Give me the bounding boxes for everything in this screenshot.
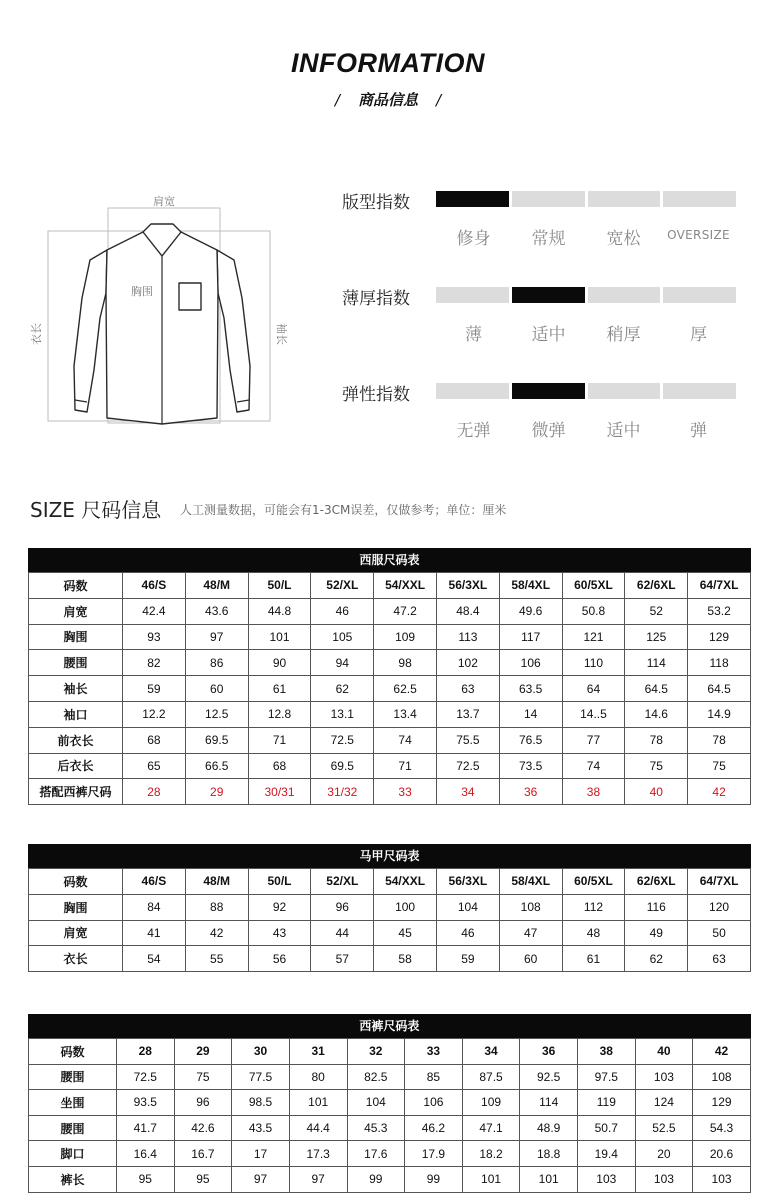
fit-index-segment [663,191,736,207]
row-label: 衣长 [29,946,123,972]
table-row [29,753,751,779]
fit-index-segment [436,191,509,207]
table-cell: 12.8 [248,701,311,727]
table-cell: 74 [374,727,437,753]
table-cell: 59 [123,676,186,702]
size-header-cell: 33 [405,1039,463,1065]
table-cell: 17.9 [405,1141,463,1167]
size-note: 人工测量数据，可能会有1-3CM误差，仅做参考；单位：厘米 [180,503,507,517]
table-cell: 13.4 [374,701,437,727]
table-cell: 61 [248,676,311,702]
table-cell: 75 [688,753,751,779]
table-cell: 29 [185,779,248,805]
table-cell: 53.2 [688,598,751,624]
table-cell: 63 [436,676,499,702]
table-cell: 71 [248,727,311,753]
elasticity-index-label: 弹性指数 [342,385,410,405]
table-cell: 48.9 [520,1115,578,1141]
table-header-row [29,1039,751,1065]
table-cell: 93.5 [117,1090,175,1116]
table-cell: 64 [562,676,625,702]
table-cell: 42.6 [174,1115,232,1141]
fit-option: 常规 [531,229,566,249]
table-cell: 19.4 [578,1141,636,1167]
elasticity-index-bar [436,383,736,399]
table-cell: 61 [562,946,625,972]
table-cell: 82.5 [347,1064,405,1090]
table-cell: 45 [374,920,437,946]
table-cell: 62 [625,946,688,972]
fit-option: OVERSIZE [667,228,730,242]
table-cell: 99 [347,1166,405,1192]
trousers-size-table [28,1014,751,1193]
table-cell: 95 [174,1166,232,1192]
table-cell: 86 [185,650,248,676]
table-cell: 43.5 [232,1115,290,1141]
table-cell: 114 [625,650,688,676]
table-cell: 104 [436,894,499,920]
page-title: INFORMATION [291,48,485,78]
table-cell: 48.4 [436,598,499,624]
table-cell: 104 [347,1090,405,1116]
table-cell: 50.8 [562,598,625,624]
table-cell: 97 [185,624,248,650]
row-label: 袖长 [29,676,123,702]
fit-index-bar [436,191,736,207]
thickness-option: 薄 [465,325,482,345]
table-cell: 58 [374,946,437,972]
thickness-index-segment [663,287,736,303]
size-header-cell: 38 [578,1039,636,1065]
table-cell: 90 [248,650,311,676]
size-header-cell: 54/XXL [374,573,437,599]
table-cell: 47.2 [374,598,437,624]
table-cell: 49.6 [499,598,562,624]
size-header-cell: 64/7XL [688,869,751,895]
table-header-row [29,573,751,599]
table-cell: 101 [289,1090,347,1116]
table-cell: 17 [232,1141,290,1167]
table-cell: 38 [562,779,625,805]
table-cell: 98.5 [232,1090,290,1116]
table-cell: 13.1 [311,701,374,727]
elasticity-index-segment [588,383,661,399]
row-label: 胸围 [29,894,123,920]
table-cell: 119 [578,1090,636,1116]
table-cell: 44 [311,920,374,946]
table-cell: 75 [625,753,688,779]
table-cell: 64.5 [625,676,688,702]
table-cell: 46 [436,920,499,946]
table-row [29,676,751,702]
table-cell: 40 [625,779,688,805]
table-row [29,1141,751,1167]
table-cell: 106 [499,650,562,676]
row-label: 后衣长 [29,753,123,779]
table-cell: 78 [688,727,751,753]
size-header-cell: 32 [347,1039,405,1065]
table-cell: 71 [374,753,437,779]
table-cell: 99 [405,1166,463,1192]
table-cell: 44.4 [289,1115,347,1141]
size-header-cell: 48/M [185,573,248,599]
subtitle-slash-left: / [334,91,340,109]
table-row [29,598,751,624]
right-sleeve [217,250,250,412]
elasticity-option: 无弹 [456,421,491,441]
shirt-diagram [28,188,296,438]
thickness-index-segment [588,287,661,303]
thickness-index-bar [436,287,736,303]
table-cell: 116 [625,894,688,920]
size-header-cell: 48/M [185,869,248,895]
table-cell: 125 [625,624,688,650]
table-cell: 45.3 [347,1115,405,1141]
table-cell: 85 [405,1064,463,1090]
table-cell: 108 [499,894,562,920]
table-cell: 68 [123,727,186,753]
table-cell: 14.9 [688,701,751,727]
table-cell: 54 [123,946,186,972]
table-row [29,920,751,946]
table-row [29,894,751,920]
table-cell: 17.6 [347,1141,405,1167]
size-header-cell: 29 [174,1039,232,1065]
table-cell: 28 [123,779,186,805]
table-row [29,779,751,805]
table-cell: 96 [311,894,374,920]
table-cell: 74 [562,753,625,779]
left-sleeve [74,250,107,412]
table-cell: 121 [562,624,625,650]
thickness-option: 适中 [531,325,566,345]
table-header-row [29,869,751,895]
fit-index-segment [588,191,661,207]
length-label: 衣长 [30,323,43,345]
table-cell: 42 [185,920,248,946]
thickness-option: 稍厚 [606,325,641,345]
size-header-cell: 62/6XL [625,573,688,599]
size-header-cell: 50/L [248,869,311,895]
table-cell: 13.7 [436,701,499,727]
size-header-cell: 58/4XL [499,869,562,895]
table-cell: 101 [462,1166,520,1192]
table-title: 西裤尺码表 [28,1014,751,1038]
table-cell: 93 [123,624,186,650]
shoulder-label: 肩宽 [153,195,175,208]
table-cell: 103 [693,1166,751,1192]
size-header-cell: 62/6XL [625,869,688,895]
table-cell: 17.3 [289,1141,347,1167]
table-cell: 69.5 [185,727,248,753]
table-cell: 114 [520,1090,578,1116]
elasticity-index-segment [512,383,585,399]
table-cell: 64.5 [688,676,751,702]
table-cell: 102 [436,650,499,676]
table-cell: 124 [635,1090,693,1116]
table-cell: 68 [248,753,311,779]
row-label: 码数 [29,573,123,599]
table-cell: 50 [688,920,751,946]
table-cell: 88 [185,894,248,920]
table-cell: 42 [688,779,751,805]
table-cell: 18.2 [462,1141,520,1167]
table-cell: 46.2 [405,1115,463,1141]
subtitle-slash-right: / [436,91,442,109]
table-cell: 100 [374,894,437,920]
row-label: 前衣长 [29,727,123,753]
table-cell: 66.5 [185,753,248,779]
row-label: 腰围 [29,1064,117,1090]
table-cell: 94 [311,650,374,676]
size-header-cell: 58/4XL [499,573,562,599]
table-cell: 36 [499,779,562,805]
vest-size-table [28,844,751,972]
table-cell: 98 [374,650,437,676]
size-header-cell: 54/XXL [374,869,437,895]
size-header-cell: 52/XL [311,573,374,599]
table-cell: 14..5 [562,701,625,727]
table-cell: 105 [311,624,374,650]
table-cell: 14.6 [625,701,688,727]
table-cell: 49 [625,920,688,946]
table-cell: 78 [625,727,688,753]
size-header-cell: 42 [693,1039,751,1065]
table-cell: 65 [123,753,186,779]
table-cell: 57 [311,946,374,972]
table-title: 马甲尺码表 [28,844,751,868]
row-label: 肩宽 [29,598,123,624]
row-label: 腰围 [29,650,123,676]
table-cell: 44.8 [248,598,311,624]
table-cell: 95 [117,1166,175,1192]
table-cell: 60 [499,946,562,972]
table-cell: 34 [436,779,499,805]
row-label: 袖口 [29,701,123,727]
table-cell: 106 [405,1090,463,1116]
table-cell: 109 [374,624,437,650]
row-label: 胸围 [29,624,123,650]
sleeve-label: 袖长 [275,323,288,345]
thickness-index-label: 薄厚指数 [342,289,410,309]
table-cell: 73.5 [499,753,562,779]
row-label: 码数 [29,1039,117,1065]
table-cell: 20 [635,1141,693,1167]
table-cell: 48 [562,920,625,946]
table-row [29,701,751,727]
table-cell: 55 [185,946,248,972]
table-cell: 54.3 [693,1115,751,1141]
table-cell: 41 [123,920,186,946]
row-label: 裤长 [29,1166,117,1192]
size-header-cell: 56/3XL [436,869,499,895]
table-cell: 47.1 [462,1115,520,1141]
table-cell: 75 [174,1064,232,1090]
table-cell: 18.8 [520,1141,578,1167]
table-cell: 31/32 [311,779,374,805]
table-cell: 63.5 [499,676,562,702]
fit-index-segment [512,191,585,207]
size-header-cell: 46/S [123,869,186,895]
table-row [29,650,751,676]
row-label: 搭配西裤尺码 [29,779,123,805]
subtitle-text: 商品信息 [357,91,418,109]
page-subtitle [0,89,776,110]
thickness-option: 厚 [690,325,707,345]
table-cell: 117 [499,624,562,650]
table-cell: 33 [374,779,437,805]
table-cell: 43 [248,920,311,946]
table-cell: 77.5 [232,1064,290,1090]
row-label: 坐围 [29,1090,117,1116]
table-cell: 103 [635,1166,693,1192]
size-header-cell: 56/3XL [436,573,499,599]
table-cell: 56 [248,946,311,972]
table-cell: 59 [436,946,499,972]
chest-label: 胸围 [131,285,153,298]
table-cell: 97 [289,1166,347,1192]
table-cell: 42.4 [123,598,186,624]
table-cell: 20.6 [693,1141,751,1167]
elasticity-option: 弹 [690,421,707,441]
table-cell: 108 [693,1064,751,1090]
table-row [29,1166,751,1192]
table-cell: 72.5 [311,727,374,753]
table-cell: 80 [289,1064,347,1090]
table-cell: 97 [232,1166,290,1192]
thickness-index-segment [436,287,509,303]
thickness-index-segment [512,287,585,303]
table-cell: 63 [688,946,751,972]
table-cell: 12.2 [123,701,186,727]
table-row [29,946,751,972]
size-header-cell: 30 [232,1039,290,1065]
table-cell: 75.5 [436,727,499,753]
table-cell: 46 [311,598,374,624]
row-label: 肩宽 [29,920,123,946]
table-cell: 101 [248,624,311,650]
table-cell: 112 [562,894,625,920]
row-label: 腰围 [29,1115,117,1141]
size-header-cell: 28 [117,1039,175,1065]
table-cell: 52 [625,598,688,624]
table-row [29,1115,751,1141]
table-cell: 14 [499,701,562,727]
table-cell: 72.5 [117,1064,175,1090]
table-cell: 87.5 [462,1064,520,1090]
shirt-pocket [179,283,201,310]
elasticity-option: 适中 [606,421,641,441]
size-header-cell: 52/XL [311,869,374,895]
table-cell: 113 [436,624,499,650]
table-cell: 16.7 [174,1141,232,1167]
fit-index-label: 版型指数 [342,193,410,213]
table-cell: 16.4 [117,1141,175,1167]
size-header-cell: 50/L [248,573,311,599]
fit-option: 修身 [456,229,491,249]
table-cell: 103 [635,1064,693,1090]
table-cell: 129 [693,1090,751,1116]
elasticity-option: 微弹 [531,421,566,441]
table-cell: 50.7 [578,1115,636,1141]
table-row [29,1064,751,1090]
table-cell: 84 [123,894,186,920]
table-cell: 69.5 [311,753,374,779]
elasticity-index-segment [663,383,736,399]
suit-size-table [28,548,751,805]
elasticity-index-segment [436,383,509,399]
table-cell: 120 [688,894,751,920]
table-cell: 101 [520,1166,578,1192]
table-cell: 43.6 [185,598,248,624]
table-cell: 129 [688,624,751,650]
size-header-cell: 40 [635,1039,693,1065]
size-header-cell: 36 [520,1039,578,1065]
table-cell: 118 [688,650,751,676]
table-title: 西服尺码表 [28,548,751,572]
table-cell: 60 [185,676,248,702]
table-cell: 92 [248,894,311,920]
table-cell: 47 [499,920,562,946]
table-cell: 30/31 [248,779,311,805]
table-cell: 12.5 [185,701,248,727]
size-header-cell: 60/5XL [562,869,625,895]
size-header-cell: 46/S [123,573,186,599]
table-cell: 92.5 [520,1064,578,1090]
size-heading: SIZE 尺码信息 [30,498,162,522]
table-cell: 103 [578,1166,636,1192]
table-cell: 72.5 [436,753,499,779]
table-cell: 77 [562,727,625,753]
size-header-cell: 31 [289,1039,347,1065]
table-cell: 62 [311,676,374,702]
table-cell: 41.7 [117,1115,175,1141]
size-header-cell: 64/7XL [688,573,751,599]
table-cell: 96 [174,1090,232,1116]
row-label: 码数 [29,869,123,895]
table-cell: 109 [462,1090,520,1116]
table-row [29,1090,751,1116]
row-label: 脚口 [29,1141,117,1167]
table-cell: 82 [123,650,186,676]
fit-option: 宽松 [606,229,641,249]
table-cell: 52.5 [635,1115,693,1141]
table-cell: 110 [562,650,625,676]
table-cell: 76.5 [499,727,562,753]
table-row [29,727,751,753]
table-cell: 62.5 [374,676,437,702]
size-header-cell: 60/5XL [562,573,625,599]
table-row [29,624,751,650]
table-cell: 97.5 [578,1064,636,1090]
size-header-cell: 34 [462,1039,520,1065]
